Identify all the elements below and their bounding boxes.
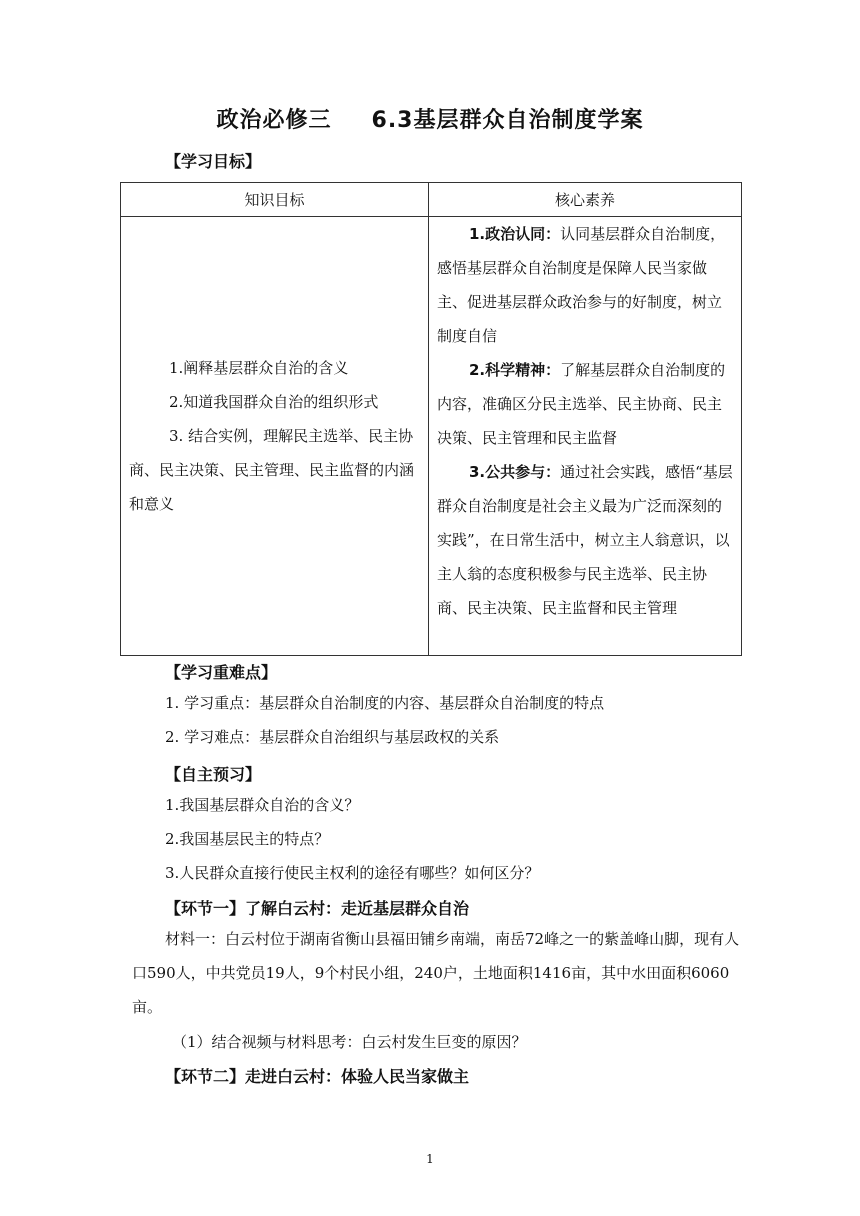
key-point-item: 1. 学习重点：基层群众自治制度的内容、基层群众自治制度的特点 [165, 694, 605, 712]
knowledge-item: 1.阐释基层群众自治的含义 [169, 359, 349, 377]
table-body-row [121, 217, 742, 656]
link-title: 了解白云村：走近基层群众自治 [245, 899, 470, 918]
literacy-label: 2.科学精神： [469, 361, 561, 379]
link-title: 走进白云村：体验人民当家做主 [245, 1067, 470, 1086]
section-heading-key-points: 【学习重难点】 [165, 663, 278, 682]
goals-table [120, 182, 742, 656]
literacy-text: 通过社会实践，感悟“基层群众自治制度是社会主义最为广泛而深刻的实践”，在日常生活中，树立主人翁意识，以主人翁的态度积极参与民主选举、民主协商、民主决策、民主监督和民主管理 [437, 463, 733, 617]
literacy-item [437, 455, 735, 625]
knowledge-goals-cell [121, 217, 429, 656]
title-left: 政治必修三 [216, 108, 332, 133]
key-point-item: 2. 学习难点：基层群众自治组织与基层政权的关系 [165, 728, 500, 746]
preview-question: 3.人民群众直接行使民主权利的途径有哪些？如何区分？ [165, 864, 540, 882]
preview-question: 1.我国基层群众自治的含义？ [165, 796, 360, 814]
preview-question: 2.我国基层民主的特点？ [165, 830, 330, 848]
link-two-heading [165, 1064, 469, 1087]
page-title [0, 103, 860, 134]
link-tag: 【环节一】 [165, 899, 246, 918]
literacy-item [437, 353, 735, 455]
literacy-text: 了解基层群众自治制度的内容，准确区分民主选举、民主协商、民主决策、民主管理和民主监督 [437, 361, 726, 447]
link-tag: 【环节二】 [165, 1067, 246, 1086]
core-literacy-cell [429, 217, 742, 656]
section-heading-preview: 【自主预习】 [165, 765, 262, 784]
literacy-label: 3.公共参与： [469, 463, 561, 481]
page-number: 1 [426, 1152, 434, 1166]
link-one-heading [165, 896, 469, 919]
material-paragraph: 材料一：白云村位于湖南省衡山县福田铺乡南端，南岳72峰之一的紫盖峰山脚，现有人口590人，中共党员19人，9个村民小组，240户，土地面积1416亩，其中水田面积6060亩。 [132, 930, 740, 1016]
title-right: 6.3基层群众自治制度学案 [371, 108, 644, 133]
table-header-literacy: 核心素养 [429, 183, 742, 217]
section-heading-goals: 【学习目标】 [165, 152, 262, 171]
table-header-knowledge: 知识目标 [121, 183, 429, 217]
literacy-item [437, 217, 735, 353]
literacy-text: 认同基层群众自治制度，感悟基层群众自治制度是保障人民当家做主、促进基层群众政治参与的好制度，树立制度自信 [437, 225, 726, 345]
knowledge-item: 2.知道我国群众自治的组织形式 [169, 393, 379, 411]
literacy-label: 1.政治认同： [469, 225, 561, 243]
question-item: （1）结合视频与材料思考：白云村发生巨变的原因？ [172, 1033, 527, 1051]
table-header-row [121, 183, 742, 217]
knowledge-item: 3. 结合实例，理解民主选举、民主协商、民主决策、民主管理、民主监督的内涵和意义 [129, 427, 415, 513]
